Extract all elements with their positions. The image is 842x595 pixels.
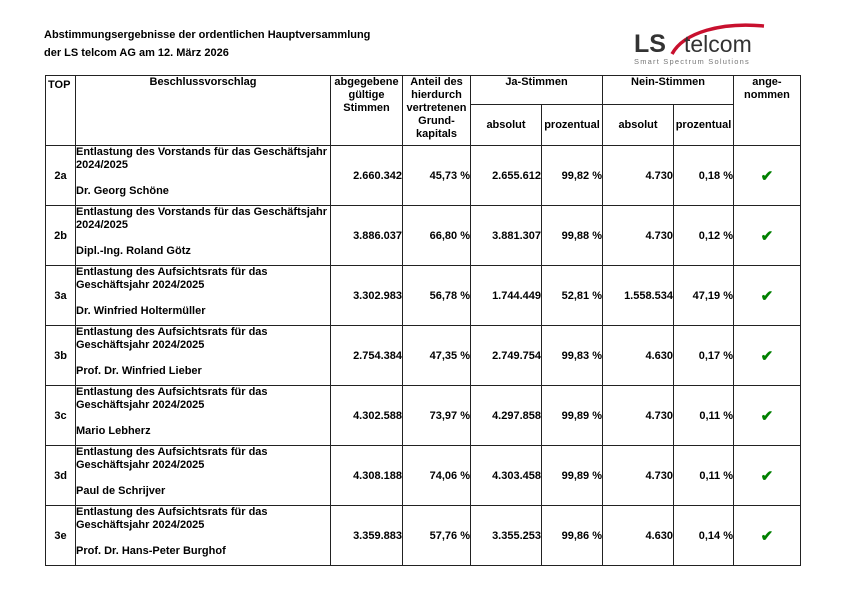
- no-votes-absolute: 1.558.534: [603, 266, 674, 326]
- header-yes-votes: Ja-Stimmen: [471, 76, 603, 105]
- yes-votes-absolute: 3.881.307: [471, 206, 542, 266]
- resolution-text: Entlastung des Aufsichtsrats für das Geschäftsjahr 2024/2025: [76, 506, 268, 531]
- voting-results-table: [45, 75, 801, 566]
- no-votes-percentage: 0,14 %: [674, 506, 734, 566]
- person-name: Mario Lebherz: [76, 425, 151, 437]
- table-row: [46, 326, 801, 386]
- yes-votes-absolute: 1.744.449: [471, 266, 542, 326]
- table-row: [46, 506, 801, 566]
- no-votes-absolute: 4.630: [603, 326, 674, 386]
- valid-votes: 3.886.037: [331, 206, 403, 266]
- valid-votes: 4.302.588: [331, 386, 403, 446]
- capital-share: 57,76 %: [403, 506, 471, 566]
- no-votes-percentage: 0,17 %: [674, 326, 734, 386]
- header-no-votes: Nein-Stimmen: [603, 76, 734, 105]
- resolution-proposal: [76, 266, 331, 326]
- yes-votes-percentage: 99,86 %: [542, 506, 603, 566]
- logo-tagline: Smart Spectrum Solutions: [634, 57, 750, 66]
- header-top: TOP: [46, 76, 76, 146]
- resolution-text: Entlastung des Vorstands für das Geschäftsjahr 2024/2025: [76, 206, 328, 231]
- header-yes-absolute: absolut: [471, 105, 542, 146]
- agenda-item-number: 3c: [46, 386, 76, 446]
- checkmark-icon: ✔: [734, 446, 801, 506]
- header-no-percentage: prozentual: [674, 105, 734, 146]
- capital-share: 66,80 %: [403, 206, 471, 266]
- no-votes-percentage: 0,11 %: [674, 446, 734, 506]
- resolution-text: Entlastung des Aufsichtsrats für das Geschäftsjahr 2024/2025: [76, 266, 268, 291]
- yes-votes-absolute: 4.303.458: [471, 446, 542, 506]
- person-name: Prof. Dr. Winfried Lieber: [76, 365, 202, 377]
- no-votes-percentage: 47,19 %: [674, 266, 734, 326]
- document-title: [44, 26, 370, 62]
- person-name: Dr. Winfried Holtermüller: [76, 305, 206, 317]
- resolution-proposal: [76, 206, 331, 266]
- no-votes-percentage: 0,11 %: [674, 386, 734, 446]
- yes-votes-percentage: 52,81 %: [542, 266, 603, 326]
- yes-votes-percentage: 99,89 %: [542, 386, 603, 446]
- valid-votes: 3.359.883: [331, 506, 403, 566]
- person-name: Prof. Dr. Hans-Peter Burghof: [76, 545, 226, 557]
- no-votes-absolute: 4.730: [603, 446, 674, 506]
- checkmark-icon: ✔: [734, 506, 801, 566]
- agenda-item-number: 2a: [46, 146, 76, 206]
- resolution-proposal: [76, 326, 331, 386]
- agenda-item-number: 3b: [46, 326, 76, 386]
- no-votes-absolute: 4.730: [603, 206, 674, 266]
- resolution-text: Entlastung des Aufsichtsrats für das Geschäftsjahr 2024/2025: [76, 446, 268, 471]
- person-name: Paul de Schrijver: [76, 485, 166, 497]
- yes-votes-percentage: 99,82 %: [542, 146, 603, 206]
- resolution-proposal: [76, 146, 331, 206]
- title-line-1: Abstimmungsergebnisse der ordentlichen Hauptversammlung: [44, 29, 371, 41]
- checkmark-icon: ✔: [734, 326, 801, 386]
- resolution-text: Entlastung des Aufsichtsrats für das Geschäftsjahr 2024/2025: [76, 386, 268, 411]
- capital-share: 74,06 %: [403, 446, 471, 506]
- no-votes-absolute: 4.630: [603, 506, 674, 566]
- table-row: [46, 206, 801, 266]
- capital-share: 47,35 %: [403, 326, 471, 386]
- header-yes-percentage: prozentual: [542, 105, 603, 146]
- table-row: [46, 386, 801, 446]
- agenda-item-number: 3d: [46, 446, 76, 506]
- agenda-item-number: 3e: [46, 506, 76, 566]
- header-valid-votes: abgegebene gültige Stimmen: [331, 76, 403, 146]
- valid-votes: 4.308.188: [331, 446, 403, 506]
- yes-votes-absolute: 3.355.253: [471, 506, 542, 566]
- resolution-proposal: [76, 506, 331, 566]
- resolution-proposal: [76, 446, 331, 506]
- yes-votes-percentage: 99,89 %: [542, 446, 603, 506]
- valid-votes: 3.302.983: [331, 266, 403, 326]
- company-logo: [632, 18, 772, 68]
- logo-ls: LS: [634, 30, 666, 58]
- header-proposal: Beschlussvorschlag: [76, 76, 331, 146]
- logo-telcom: telcom: [684, 31, 752, 57]
- title-line-2: der LS telcom AG am 12. März 2026: [44, 47, 229, 59]
- agenda-item-number: 2b: [46, 206, 76, 266]
- no-votes-percentage: 0,18 %: [674, 146, 734, 206]
- table-row: [46, 446, 801, 506]
- header-no-absolute: absolut: [603, 105, 674, 146]
- resolution-proposal: [76, 386, 331, 446]
- capital-share: 56,78 %: [403, 266, 471, 326]
- person-name: Dr. Georg Schöne: [76, 185, 169, 197]
- yes-votes-percentage: 99,88 %: [542, 206, 603, 266]
- checkmark-icon: ✔: [734, 386, 801, 446]
- yes-votes-absolute: 4.297.858: [471, 386, 542, 446]
- valid-votes: 2.754.384: [331, 326, 403, 386]
- header-accepted: ange-nommen: [734, 76, 801, 146]
- header-capital-share: Anteil des hierdurch vertretenen Grund-kapitals: [403, 76, 471, 146]
- table-row: [46, 146, 801, 206]
- no-votes-absolute: 4.730: [603, 146, 674, 206]
- yes-votes-percentage: 99,83 %: [542, 326, 603, 386]
- valid-votes: 2.660.342: [331, 146, 403, 206]
- person-name: Dipl.-Ing. Roland Götz: [76, 245, 191, 257]
- checkmark-icon: ✔: [734, 266, 801, 326]
- yes-votes-absolute: 2.749.754: [471, 326, 542, 386]
- no-votes-percentage: 0,12 %: [674, 206, 734, 266]
- resolution-text: Entlastung des Aufsichtsrats für das Geschäftsjahr 2024/2025: [76, 326, 268, 351]
- no-votes-absolute: 4.730: [603, 386, 674, 446]
- resolution-text: Entlastung des Vorstands für das Geschäftsjahr 2024/2025: [76, 146, 328, 171]
- checkmark-icon: ✔: [734, 206, 801, 266]
- yes-votes-absolute: 2.655.612: [471, 146, 542, 206]
- agenda-item-number: 3a: [46, 266, 76, 326]
- table-row: [46, 266, 801, 326]
- capital-share: 73,97 %: [403, 386, 471, 446]
- checkmark-icon: ✔: [734, 146, 801, 206]
- capital-share: 45,73 %: [403, 146, 471, 206]
- ls-telcom-logo-graphic: [632, 18, 772, 68]
